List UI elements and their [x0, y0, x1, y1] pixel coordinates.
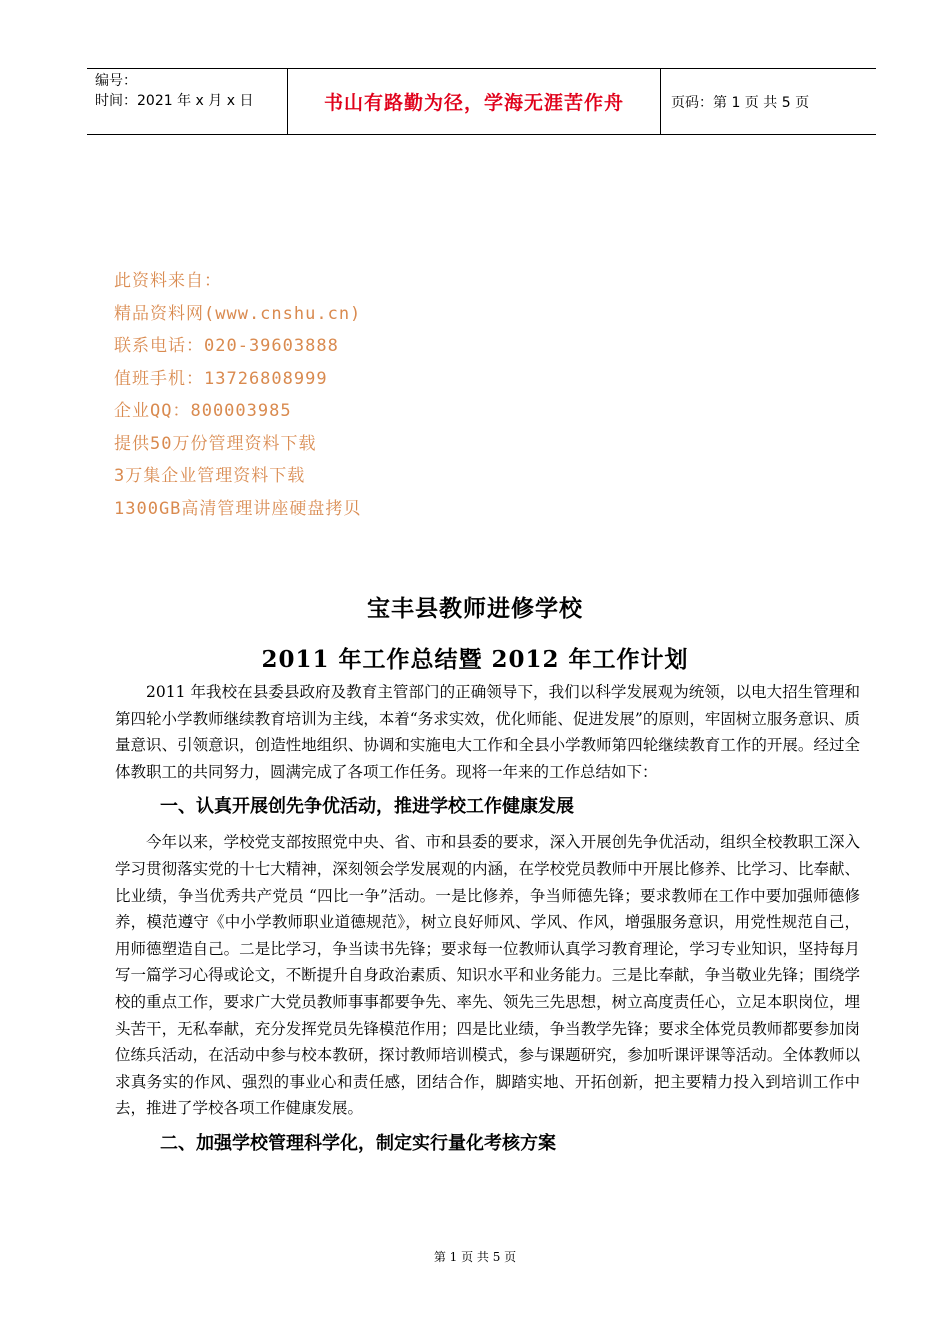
intro-paragraph: 2011 年我校在县委县政府及教育主管部门的正确领导下，我们以科学发展观为统领，以电大招生管理和第四轮小学教师继续教育培训为主线，本着“务求实效，优化师能、促进发展”的原则，牢固树立服务意识、质量意识、引领意识，创造性地组织、协调和实施电大工作和全县小学教师第四轮继续教育工作的开展。经过全体教职工的共同努力，圆满完成了各项工作任务。现将一年来的工作总结如下： [115, 683, 860, 781]
header-meta [87, 69, 287, 134]
header-motto: 书山有路勤为径，学海无涯苦作舟 [287, 69, 661, 134]
ad-line: 值班手机：13726808999 [114, 368, 328, 389]
document-subtitle: 2011 年工作总结暨 2012 年工作计划 [261, 646, 689, 673]
ad-line: 提供50万份管理资料下载 [114, 433, 317, 454]
number-label: 编号： [95, 73, 137, 89]
section-paragraph: 今年以来，学校党支部按照党中央、省、市和县委的要求，深入开展创先争优活动，组织全校教职工深入学习贯彻落实党的十七大精神，深刻领会学发展观的内涵，在学校党员教师中开展比修养、比学习、比奉献、比业绩，争当优秀共产党员 “四比一争”活动。一是比修养，争当师德先锋；要求教师在工作中要加强师德修养，模范遵守《中小学教师职业道德规范》，树立良好师风、学风、作风，增强服务意识，用党性规范自己，用师德塑造自己。二是比学习，争当读书先锋；要求每一位教师认真学习教育理论，学习专业知识，坚持每月写一篇学习心得或论文，不断提升自身政治素质、知识水平和业务能力。三是比奉献，争当敬业先锋；围绕学校的重点工作，要求广大党员教师事事都要争先、率先、领先三先思想，树立高度责任心，立足本职岗位，埋头苦干，无私奉献，充分发挥党员先锋模范作用；四是比业绩，争当教学先锋；要求全体党员教师都要参加岗位练兵活动，在活动中参与校本教研，探讨教师培训模式，参与课题研究，参加听课评课等活动。全体教师以求真务实的作风、强烈的事业心和责任感，团结合作，脚踏实地、开拓创新，把主要精力投入到培训工作中去，推进了学校各项工作健康发展。 [115, 833, 860, 1118]
header-page-info: 页码：第 1 页 共 5 页 [671, 94, 810, 111]
document-title: 宝丰县教师进修学校 [367, 596, 583, 622]
ad-line: 此资料来自： [114, 271, 222, 291]
section-heading: 二、加强学校管理科学化，制定实行量化考核方案 [160, 1132, 556, 1154]
document-body [115, 679, 860, 1166]
ad-line: 企业QQ：800003985 [114, 401, 292, 421]
section-heading: 一、认真开展创先争优活动，推进学校工作健康发展 [160, 796, 574, 818]
ad-line: 3万集企业管理资料下载 [114, 466, 306, 486]
page-footer: 第 1 页 共 5 页 [433, 1250, 517, 1264]
page-header [87, 68, 876, 135]
time-label: 时间：2021 年 x 月 x 日 [95, 93, 254, 109]
ad-block [114, 265, 361, 525]
ad-line: 1300GB高清管理讲座硬盘拷贝 [114, 498, 362, 519]
ad-line: 联系电话：020-39603888 [114, 336, 339, 356]
ad-line: 精品资料网(www.cnshu.cn) [114, 303, 362, 324]
